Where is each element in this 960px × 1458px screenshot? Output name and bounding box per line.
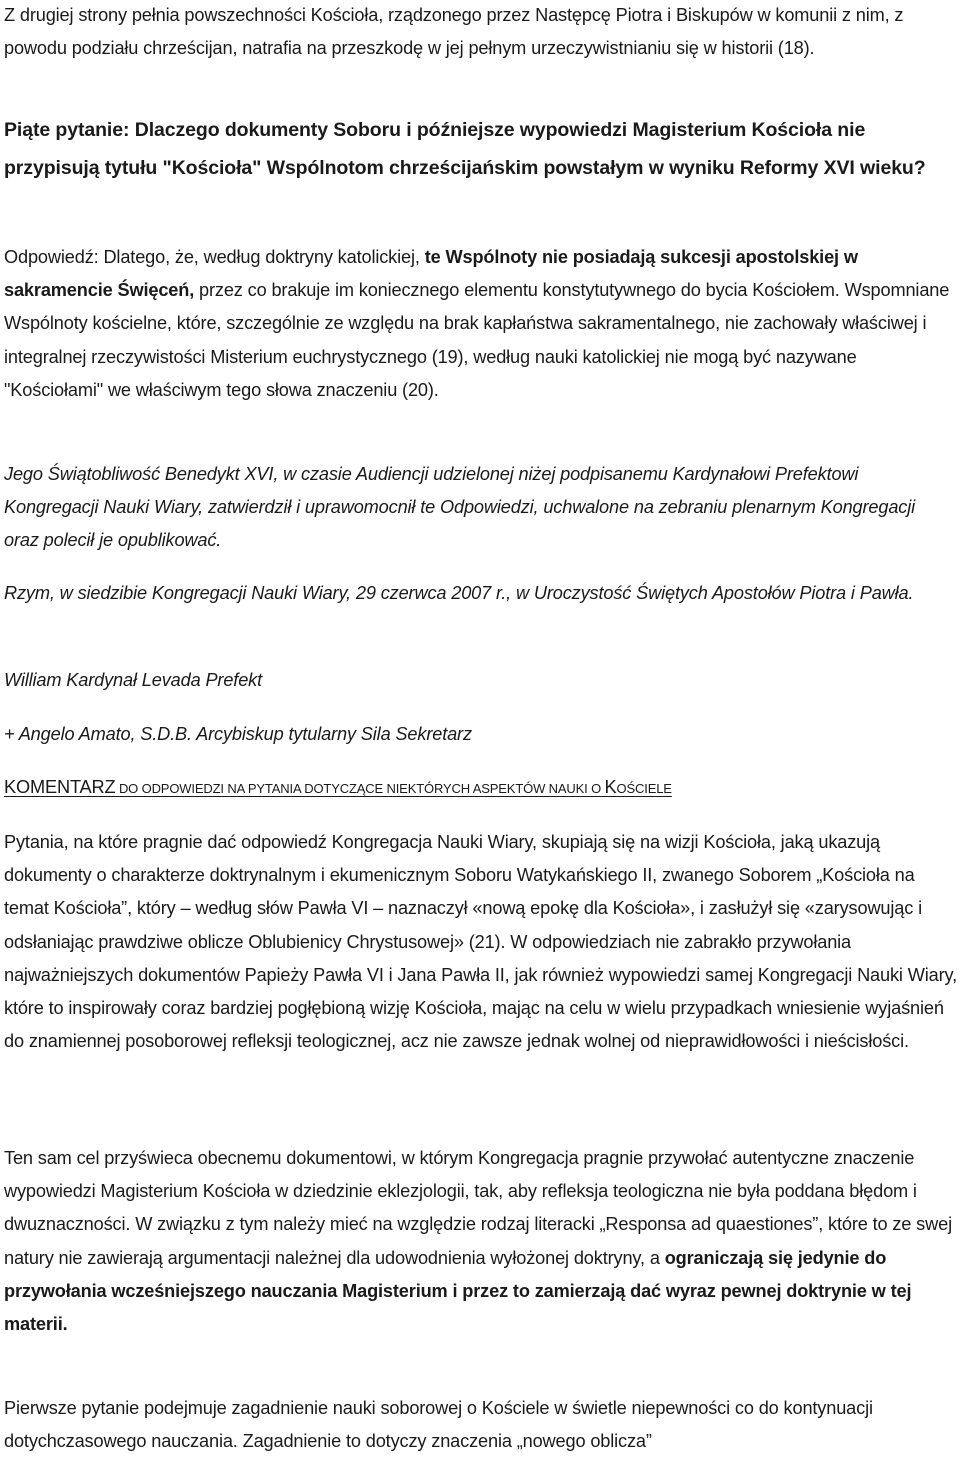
papal-approval: Jego Świątobliwość Benedykt XVI, w czasie Audiencji udzielonej niżej podpisanemu Kardynałowi Prefektowi Kongregacji Nauki Wiary, zatwierdził i uprawomocnił te Odpowiedzi, uchwalone na zebraniu plenarnym Kongregacji oraz polecił je opublikować. bbox=[4, 464, 916, 551]
paragraph-church-universality: Z drugiej strony pełnia powszechności Kościoła, rządzonego przez Następcę Piotra i Biskupów w komunii z nim, z powodu podziału chrześcijan, natrafia na przeszkodę w jej pełnym urzeczywistnianiu się w historii (18). bbox=[4, 5, 904, 59]
question-five: Piąte pytanie: Dlaczego dokumenty Soboru i późniejsze wypowiedzi Magisterium Kościoła nie przypisują tytułu "Kościoła" Wspólnotom chrześcijańskim powstałym w wyniku Reformy XVI wieku? bbox=[4, 119, 926, 179]
answer-five-emphasis: te Wspólnoty nie posiadają sukcesji apostolskiej w sakramencie Święceń, bbox=[4, 247, 858, 301]
answer-five: Odpowiedź: Dlatego, że, według doktryny katolickiej, te Wspólnoty nie posiadają sukcesji apostolskiej w sakramencie Święceń, przez co brakuje im koniecznego elementu konstytutywnego do bycia Kościołem. Wspomniane Wspólnoty kościelne, które, szczególnie ze względu na brak kapłaństwa sakramentalnego, nie zachowały właściwej i integralnej rzeczywistości Misterium euchrystycznego (19), według nauki katolickiej nie mogą być nazywane "Kościołami" we właściwym tego słowa znaczeniu (20). bbox=[4, 247, 950, 400]
commentary-paragraph-2: Ten sam cel przyświeca obecnemu dokumentowi, w którym Kongregacja pragnie przywołać autentyczne znaczenie wypowiedzi Magisterium Kościoła w dziedzinie eklezjologii, tak, aby refleksja teologiczna nie była poddana błędom i dwuznaczności. W związku z tym należy mieć na względzie rodzaj literacki „Responsa ad quaestiones”, które to ze swej natury nie zawierają argumentacji należnej dla udowodnienia wyłożonej doktryny, a ograniczają się jedynie do przywołania wcześniejszego nauczania Magisterium i przez to zamierzają dać wyraz pewnej doktrynie w tej materii. bbox=[4, 1148, 952, 1335]
place-and-date: Rzym, w siedzibie Kongregacji Nauki Wiary, 29 czerwca 2007 r., w Uroczystość Świętych Apostołów Piotra i Pawła. bbox=[4, 583, 914, 603]
commentary-paragraph-3: Pierwsze pytanie podejmuje zagadnienie nauki soborowej o Kościele w świetle niepewności co do kontynuacji dotychczasowego nauczania. Zagadnienie to dotyczy znaczenia „nowego oblicza” bbox=[4, 1398, 873, 1452]
signature-prefect: William Kardynał Levada Prefekt bbox=[4, 670, 263, 690]
commentary-paragraph-1: Pytania, na które pragnie dać odpowiedź Kongregacja Nauki Wiary, skupiają się na wizji Kościoła, jaką ukazują dokumenty o charakterze doktrynalnym i ekumenicznym Soboru Watykańskiego II, zwanego Soborem „Kościoła na temat Kościoła”, który – według słów Pawła VI – naznaczył «nową epokę dla Kościoła», i zasłużył się «zarysowując i odsłaniając prawdziwe oblicze Oblubienicy Chrystusowej» (21). W odpowiedziach nie zabrakło przywołania najważniejszych dokumentów Papieży Pawła VI i Jana Pawła II, jak również wypowiedzi samej Kongregacji Nauki Wiary, które to inspirowały coraz bardziej pogłębioną wizję Kościoła, mając na celu w wielu przypadkach wniesienie wyjaśnień do znamiennej posoborowej refleksji teologicznej, acz nie zawsze jednak wolnej od nieprawidłowości i nieścisłości. bbox=[4, 832, 957, 1052]
signature-secretary: + Angelo Amato, S.D.B. Arcybiskup tytularny Sila Sekretarz bbox=[4, 724, 472, 744]
commentary-heading: KOMENTARZ DO ODPOWIEDZI NA PYTANIA DOTYCZĄCE NIEKTÓRYCH ASPEKTÓW NAUKI O KOŚCIELE bbox=[4, 777, 672, 797]
commentary-emphasis: ograniczają się jedynie do przywołania wcześniejszego nauczania Magisterium i przez to zamierzają dać wyraz pewnej doktrynie w tej materii. bbox=[4, 1247, 912, 1335]
